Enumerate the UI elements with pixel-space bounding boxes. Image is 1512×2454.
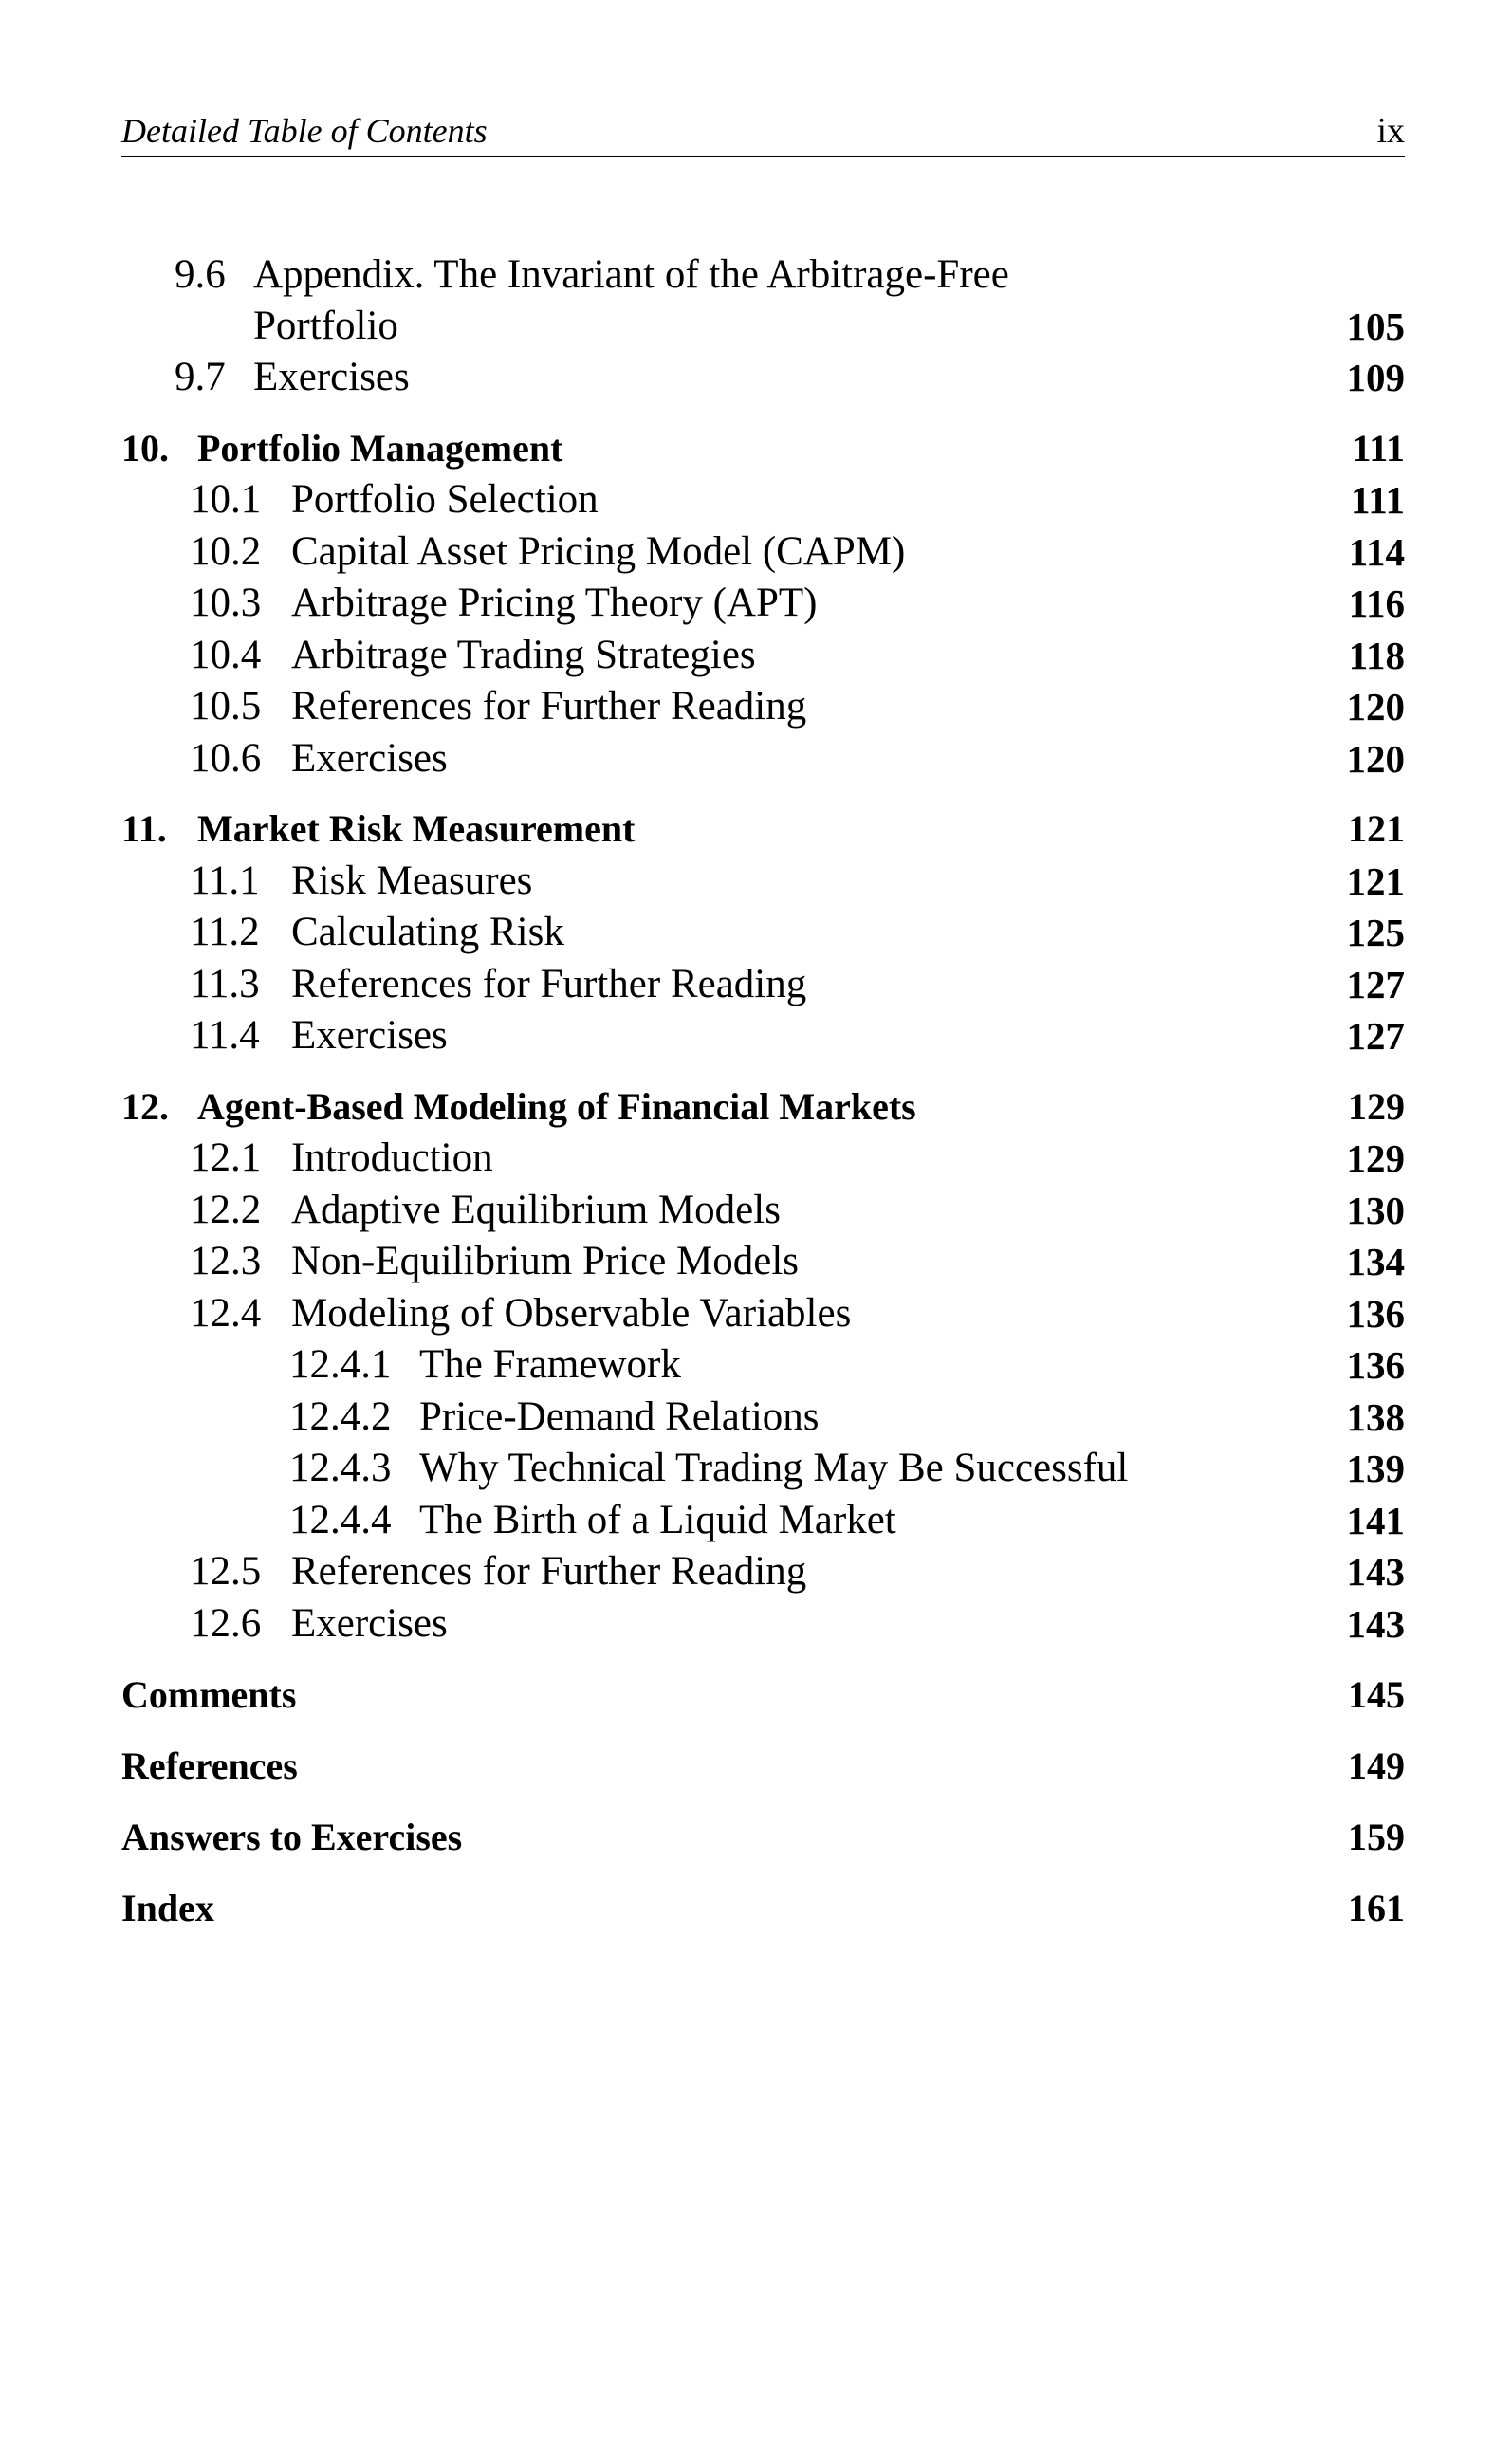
toc-entry-page: 139	[1346, 1447, 1405, 1490]
toc-entry-11-4[interactable]	[0, 1010, 1512, 1061]
toc-entry-page: 136	[1346, 1292, 1405, 1336]
toc-entry-10-2[interactable]	[0, 526, 1512, 578]
toc-chapter-title: Market Risk Measurement	[197, 807, 636, 850]
toc-entry-10-5[interactable]	[0, 681, 1512, 732]
toc-entry-title: Arbitrage Trading Strategies	[291, 633, 756, 677]
toc-entry-title: Exercises	[291, 1013, 448, 1058]
toc-entry-10-6[interactable]	[0, 733, 1512, 784]
toc-entry-title: The Framework	[419, 1342, 681, 1387]
toc-entry-title: Portfolio Selection	[291, 477, 599, 522]
toc-entry-page: 121	[1346, 859, 1405, 903]
toc-entry-number: 10.1	[190, 477, 262, 522]
toc-entry-number: 10.3	[190, 581, 262, 625]
toc-entry-page: 111	[1351, 478, 1405, 522]
toc-entry-number: 11.1	[190, 858, 260, 903]
toc-entry-number: 12.1	[190, 1135, 262, 1180]
toc-entry-12-4-3[interactable]	[0, 1443, 1512, 1494]
toc-entry-page: 127	[1346, 963, 1405, 1006]
toc-entry-9-6[interactable]	[0, 249, 1512, 301]
toc-entry-title: References for Further Reading	[291, 962, 807, 1006]
toc-entry-number: 11.3	[190, 962, 260, 1006]
toc-index[interactable]	[0, 1883, 1512, 1934]
toc-entry-title: The Birth of a Liquid Market	[419, 1498, 896, 1542]
page-number: ix	[1376, 111, 1405, 151]
toc-entry-page: 129	[1346, 1136, 1405, 1180]
toc-entry-page: 127	[1346, 1014, 1405, 1058]
toc-entry-page: 120	[1346, 685, 1405, 729]
toc-entry-10-3[interactable]	[0, 578, 1512, 629]
toc-entry-page: 120	[1346, 737, 1405, 781]
toc-entry-title: Appendix. The Invariant of the Arbitrage-Free	[253, 252, 1009, 297]
toc-chapter-page: 159	[1348, 1816, 1405, 1858]
running-header-title: Detailed Table of Contents	[121, 112, 488, 150]
toc-entry-title: Why Technical Trading May Be Successful	[419, 1446, 1129, 1490]
toc-references[interactable]	[0, 1741, 1512, 1792]
toc-chapter-title: References	[121, 1744, 298, 1787]
toc-chapter-title: Answers to Exercises	[121, 1816, 463, 1858]
toc-entry-12-3[interactable]	[0, 1236, 1512, 1287]
toc-entry-title: Modeling of Observable Variables	[291, 1291, 852, 1336]
toc-entry-number: 9.6	[175, 252, 226, 297]
toc-entry-title: References for Further Reading	[291, 1549, 807, 1594]
toc-entry-page: 143	[1346, 1550, 1405, 1594]
toc-entry-10-1[interactable]	[0, 474, 1512, 526]
toc-entry-page: 114	[1348, 530, 1405, 574]
toc-entry-number: 10.2	[190, 529, 262, 574]
toc-entry-number: 12.5	[190, 1549, 262, 1594]
toc-chapter-page: 149	[1348, 1744, 1405, 1787]
toc-entry-12-4-2[interactable]	[0, 1392, 1512, 1443]
toc-chapter-12[interactable]	[0, 1081, 1512, 1133]
toc-entry-number: 12.4	[190, 1291, 262, 1336]
toc-entry-title: Introduction	[291, 1135, 493, 1180]
toc-entry-number: 10.6	[190, 736, 262, 781]
toc-entry-12-4-4[interactable]	[0, 1495, 1512, 1546]
toc-entry-title: Exercises	[291, 736, 448, 781]
toc-chapter-page: 145	[1348, 1673, 1405, 1716]
toc-entry-number: 12.4.1	[289, 1342, 392, 1387]
toc-entry-page: 143	[1346, 1602, 1405, 1646]
toc-entry-title: References for Further Reading	[291, 684, 807, 729]
toc-chapter-page: 161	[1348, 1887, 1405, 1929]
toc-entry-number: 12.4.2	[289, 1394, 392, 1439]
toc-chapter-page: 129	[1348, 1085, 1405, 1128]
toc-entry-12-1[interactable]	[0, 1133, 1512, 1184]
toc-chapter-page: 121	[1348, 807, 1405, 850]
toc-entry-12-2[interactable]	[0, 1185, 1512, 1236]
toc-chapter-number: 11.	[121, 807, 167, 850]
toc-chapter-number: 10.	[121, 427, 169, 470]
toc-entry-10-4[interactable]	[0, 630, 1512, 681]
toc-entry-11-2[interactable]	[0, 907, 1512, 958]
toc-entry-page: 130	[1346, 1189, 1405, 1232]
toc-entry-title: Non-Equilibrium Price Models	[291, 1239, 800, 1283]
toc-entry-title: Calculating Risk	[291, 910, 564, 954]
toc-entry-title: Exercises	[291, 1601, 448, 1646]
toc-chapter-title: Comments	[121, 1673, 297, 1716]
toc-entry-page: 134	[1346, 1240, 1405, 1283]
toc-entry-number: 12.4.3	[289, 1446, 392, 1490]
toc-entry-9-7[interactable]	[0, 352, 1512, 403]
toc-entry-title: Price-Demand Relations	[419, 1394, 820, 1439]
toc-entry-11-1[interactable]	[0, 856, 1512, 907]
toc-entry-number: 11.4	[190, 1013, 260, 1058]
toc-entry-number: 12.4.4	[289, 1498, 392, 1542]
toc-entry-title: Risk Measures	[291, 858, 533, 903]
toc-entry-11-3[interactable]	[0, 959, 1512, 1010]
toc-entry-title: Arbitrage Pricing Theory (APT)	[291, 581, 818, 625]
toc-entry-12-4[interactable]	[0, 1288, 1512, 1339]
running-header	[121, 106, 1405, 157]
toc-entry-number: 9.7	[175, 355, 226, 399]
toc-entry-number: 11.2	[190, 910, 260, 954]
toc-entry-number: 12.2	[190, 1188, 262, 1232]
toc-chapter-title: Index	[121, 1887, 214, 1929]
toc-entry-page: 136	[1346, 1343, 1405, 1387]
toc-entry-page: 138	[1346, 1395, 1405, 1439]
toc-chapter-10[interactable]	[0, 423, 1512, 474]
toc-entry-number: 10.5	[190, 684, 262, 729]
toc-entry-page: 125	[1346, 911, 1405, 954]
toc-chapter-title: Agent-Based Modeling of Financial Markets	[197, 1085, 916, 1128]
toc-chapter-11[interactable]	[0, 803, 1512, 855]
toc-answers-to-exercises[interactable]	[0, 1812, 1512, 1863]
toc-entry-page: 109	[1346, 356, 1405, 399]
toc-chapter-page: 111	[1352, 427, 1405, 470]
toc-entry-12-4-1[interactable]	[0, 1339, 1512, 1391]
toc-chapter-number: 12.	[121, 1085, 169, 1128]
toc-entry-page: 116	[1348, 581, 1405, 625]
toc-entry-9-6-continued[interactable]	[0, 301, 1512, 352]
toc-entry-number: 12.3	[190, 1239, 262, 1283]
toc-entry-page: 141	[1346, 1499, 1405, 1542]
toc-entry-title: Portfolio	[253, 304, 398, 348]
toc-entry-page: 118	[1348, 634, 1405, 677]
toc-entry-page: 105	[1346, 304, 1405, 348]
toc-entry-number: 12.6	[190, 1601, 262, 1646]
toc-entry-title: Adaptive Equilibrium Models	[291, 1188, 781, 1232]
toc-comments[interactable]	[0, 1670, 1512, 1721]
toc-entry-title: Exercises	[253, 355, 410, 399]
toc-entry-title: Capital Asset Pricing Model (CAPM)	[291, 529, 906, 574]
toc-entry-12-5[interactable]	[0, 1546, 1512, 1597]
toc-entry-12-6[interactable]	[0, 1598, 1512, 1650]
toc-chapter-title: Portfolio Management	[197, 427, 563, 470]
toc-entry-number: 10.4	[190, 633, 262, 677]
